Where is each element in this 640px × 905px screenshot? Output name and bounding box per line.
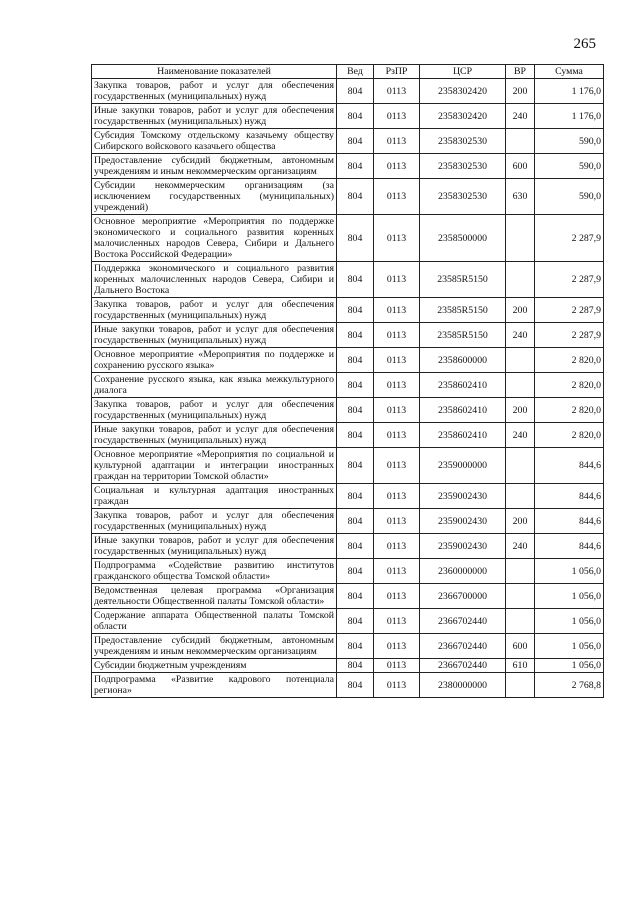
- cell-ved: 804: [337, 448, 374, 484]
- cell-ved: 804: [337, 323, 374, 348]
- cell-vr: [506, 484, 535, 509]
- cell-sum: 844,6: [535, 484, 604, 509]
- cell-ved: 804: [337, 298, 374, 323]
- cell-name: Подпрограмма «Развитие кадрового потенциала региона»: [92, 673, 337, 698]
- cell-ved: 804: [337, 179, 374, 215]
- cell-vr: [506, 673, 535, 698]
- cell-vr: [506, 348, 535, 373]
- cell-ved: 804: [337, 534, 374, 559]
- cell-vr: 200: [506, 298, 535, 323]
- cell-sum: 1 176,0: [535, 104, 604, 129]
- cell-name: Предоставление субсидий бюджетным, автономным учреждениям и иным некоммерческим организациям: [92, 634, 337, 659]
- cell-ved: 804: [337, 484, 374, 509]
- header-csr: ЦСР: [420, 65, 506, 79]
- cell-name: Закупка товаров, работ и услуг для обеспечения государственных (муниципальных) нужд: [92, 298, 337, 323]
- cell-rzpr: 0113: [374, 423, 420, 448]
- cell-ved: 804: [337, 509, 374, 534]
- cell-rzpr: 0113: [374, 348, 420, 373]
- cell-vr: 610: [506, 659, 535, 673]
- budget-table: [91, 64, 604, 698]
- cell-sum: 2 287,9: [535, 323, 604, 348]
- cell-csr: 2366702440: [420, 659, 506, 673]
- cell-sum: 844,6: [535, 534, 604, 559]
- cell-csr: 2358302530: [420, 179, 506, 215]
- cell-name: Предоставление субсидий бюджетным, автономным учреждениям и иным некоммерческим организациям: [92, 154, 337, 179]
- cell-name: Содержание аппарата Общественной палаты Томской области: [92, 609, 337, 634]
- cell-name: Основное мероприятие «Мероприятия по социальной и культурной адаптации и интеграции иностранных граждан на территории Томской области»: [92, 448, 337, 484]
- cell-rzpr: 0113: [374, 323, 420, 348]
- cell-csr: 2360000000: [420, 559, 506, 584]
- cell-rzpr: 0113: [374, 509, 420, 534]
- cell-csr: 2359002430: [420, 534, 506, 559]
- cell-name: Закупка товаров, работ и услуг для обеспечения государственных (муниципальных) нужд: [92, 398, 337, 423]
- header-sum: Сумма: [535, 65, 604, 79]
- cell-ved: 804: [337, 673, 374, 698]
- cell-name: Сохранение русского языка, как языка межкультурного диалога: [92, 373, 337, 398]
- cell-sum: 1 056,0: [535, 559, 604, 584]
- cell-name: Субсидии бюджетным учреждениям: [92, 659, 337, 673]
- cell-rzpr: 0113: [374, 559, 420, 584]
- table-row: [92, 323, 604, 348]
- cell-ved: 804: [337, 584, 374, 609]
- table-row: [92, 559, 604, 584]
- cell-csr: 23585R5150: [420, 262, 506, 298]
- cell-ved: 804: [337, 154, 374, 179]
- table-row: [92, 79, 604, 104]
- cell-csr: 2380000000: [420, 673, 506, 698]
- cell-csr: 2366702440: [420, 634, 506, 659]
- cell-sum: 1 176,0: [535, 79, 604, 104]
- cell-ved: 804: [337, 129, 374, 154]
- cell-rzpr: 0113: [374, 79, 420, 104]
- cell-name: Основное мероприятие «Мероприятия по поддержке экономического и социального развития коренных малочисленных народов Севера, Сибири и Дальнего Востока Российской Федерации»: [92, 215, 337, 262]
- table-row: [92, 373, 604, 398]
- table-row: [92, 423, 604, 448]
- cell-name: Иные закупки товаров, работ и услуг для обеспечения государственных (муниципальных) нужд: [92, 323, 337, 348]
- cell-vr: [506, 584, 535, 609]
- cell-sum: 2 820,0: [535, 373, 604, 398]
- cell-csr: 2358302420: [420, 79, 506, 104]
- cell-vr: [506, 448, 535, 484]
- cell-sum: 2 820,0: [535, 423, 604, 448]
- table-row: [92, 673, 604, 698]
- cell-ved: 804: [337, 262, 374, 298]
- cell-csr: 23585R5150: [420, 298, 506, 323]
- cell-name: Закупка товаров, работ и услуг для обеспечения государственных (муниципальных) нужд: [92, 509, 337, 534]
- cell-sum: 2 287,9: [535, 298, 604, 323]
- cell-ved: 804: [337, 559, 374, 584]
- table-row: [92, 129, 604, 154]
- cell-rzpr: 0113: [374, 534, 420, 559]
- header-row: [92, 65, 604, 79]
- cell-csr: 2366702440: [420, 609, 506, 634]
- cell-csr: 2366700000: [420, 584, 506, 609]
- table-row: [92, 509, 604, 534]
- cell-vr: 240: [506, 323, 535, 348]
- cell-ved: 804: [337, 609, 374, 634]
- cell-rzpr: 0113: [374, 154, 420, 179]
- cell-rzpr: 0113: [374, 215, 420, 262]
- cell-vr: [506, 129, 535, 154]
- cell-sum: 2 768,8: [535, 673, 604, 698]
- cell-ved: 804: [337, 634, 374, 659]
- cell-name: Иные закупки товаров, работ и услуг для обеспечения государственных (муниципальных) нужд: [92, 534, 337, 559]
- header-vr: ВР: [506, 65, 535, 79]
- cell-vr: 240: [506, 423, 535, 448]
- cell-name: Социальная и культурная адаптация иностранных граждан: [92, 484, 337, 509]
- cell-name: Субсидия Томскому отдельскому казачьему обществу Сибирского войскового казачьего общества: [92, 129, 337, 154]
- cell-ved: 804: [337, 104, 374, 129]
- cell-sum: 1 056,0: [535, 584, 604, 609]
- header-rzpr: РзПР: [374, 65, 420, 79]
- cell-sum: 1 056,0: [535, 609, 604, 634]
- cell-sum: 590,0: [535, 154, 604, 179]
- table-row: [92, 398, 604, 423]
- cell-vr: 200: [506, 79, 535, 104]
- cell-vr: 600: [506, 634, 535, 659]
- cell-name: Иные закупки товаров, работ и услуг для обеспечения государственных (муниципальных) нужд: [92, 423, 337, 448]
- cell-sum: 2 820,0: [535, 348, 604, 373]
- cell-csr: 2358600000: [420, 348, 506, 373]
- cell-sum: 2 820,0: [535, 398, 604, 423]
- cell-rzpr: 0113: [374, 584, 420, 609]
- cell-ved: 804: [337, 423, 374, 448]
- cell-csr: 23585R5150: [420, 323, 506, 348]
- table-row: [92, 609, 604, 634]
- cell-rzpr: 0113: [374, 179, 420, 215]
- cell-csr: 2358602410: [420, 398, 506, 423]
- cell-vr: 240: [506, 104, 535, 129]
- cell-sum: 844,6: [535, 448, 604, 484]
- table-row: [92, 448, 604, 484]
- cell-rzpr: 0113: [374, 484, 420, 509]
- cell-rzpr: 0113: [374, 129, 420, 154]
- table-row: [92, 634, 604, 659]
- cell-csr: 2359002430: [420, 509, 506, 534]
- cell-rzpr: 0113: [374, 398, 420, 423]
- cell-rzpr: 0113: [374, 262, 420, 298]
- cell-vr: 600: [506, 154, 535, 179]
- cell-vr: [506, 559, 535, 584]
- cell-vr: 200: [506, 509, 535, 534]
- cell-name: Ведомственная целевая программа «Организация деятельности Общественной палаты Томской области»: [92, 584, 337, 609]
- cell-vr: 200: [506, 398, 535, 423]
- cell-sum: 844,6: [535, 509, 604, 534]
- cell-csr: 2358500000: [420, 215, 506, 262]
- cell-vr: [506, 373, 535, 398]
- cell-name: Субсидии некоммерческим организациям (за исключением государственных (муниципальных) учреждений): [92, 179, 337, 215]
- cell-sum: 2 287,9: [535, 215, 604, 262]
- cell-rzpr: 0113: [374, 298, 420, 323]
- cell-vr: [506, 215, 535, 262]
- table-row: [92, 215, 604, 262]
- cell-csr: 2358602410: [420, 373, 506, 398]
- table-row: [92, 298, 604, 323]
- cell-sum: 590,0: [535, 179, 604, 215]
- cell-name: Основное мероприятие «Мероприятия по поддержке и сохранению русского языка»: [92, 348, 337, 373]
- cell-name: Поддержка экономического и социального развития коренных малочисленных народов Севера, Сибири и Дальнего Востока: [92, 262, 337, 298]
- cell-ved: 804: [337, 215, 374, 262]
- cell-sum: 1 056,0: [535, 634, 604, 659]
- cell-vr: 240: [506, 534, 535, 559]
- cell-ved: 804: [337, 348, 374, 373]
- cell-rzpr: 0113: [374, 634, 420, 659]
- cell-vr: [506, 609, 535, 634]
- cell-name: Закупка товаров, работ и услуг для обеспечения государственных (муниципальных) нужд: [92, 79, 337, 104]
- cell-name: Подпрограмма «Содействие развитию институтов гражданского общества Томской области»: [92, 559, 337, 584]
- cell-name: Иные закупки товаров, работ и услуг для обеспечения государственных (муниципальных) нужд: [92, 104, 337, 129]
- cell-rzpr: 0113: [374, 373, 420, 398]
- table-row: [92, 659, 604, 673]
- cell-rzpr: 0113: [374, 609, 420, 634]
- table-row: [92, 484, 604, 509]
- cell-rzpr: 0113: [374, 104, 420, 129]
- header-name: Наименование показателей: [92, 65, 337, 79]
- cell-ved: 804: [337, 398, 374, 423]
- cell-csr: 2359000000: [420, 448, 506, 484]
- table-row: [92, 348, 604, 373]
- cell-csr: 2358302420: [420, 104, 506, 129]
- cell-csr: 2358602410: [420, 423, 506, 448]
- table-row: [92, 179, 604, 215]
- table-row: [92, 104, 604, 129]
- table-row: [92, 154, 604, 179]
- cell-ved: 804: [337, 79, 374, 104]
- cell-vr: [506, 262, 535, 298]
- table-header: [92, 65, 604, 79]
- cell-csr: 2358302530: [420, 129, 506, 154]
- cell-sum: 1 056,0: [535, 659, 604, 673]
- table-row: [92, 262, 604, 298]
- cell-sum: 590,0: [535, 129, 604, 154]
- cell-rzpr: 0113: [374, 673, 420, 698]
- cell-rzpr: 0113: [374, 659, 420, 673]
- table-row: [92, 534, 604, 559]
- cell-vr: 630: [506, 179, 535, 215]
- cell-rzpr: 0113: [374, 448, 420, 484]
- table-row: [92, 584, 604, 609]
- cell-ved: 804: [337, 659, 374, 673]
- table-body: [92, 79, 604, 698]
- page-number: 265: [573, 36, 596, 52]
- header-ved: Вед: [337, 65, 374, 79]
- cell-ved: 804: [337, 373, 374, 398]
- cell-sum: 2 287,9: [535, 262, 604, 298]
- cell-csr: 2358302530: [420, 154, 506, 179]
- cell-csr: 2359002430: [420, 484, 506, 509]
